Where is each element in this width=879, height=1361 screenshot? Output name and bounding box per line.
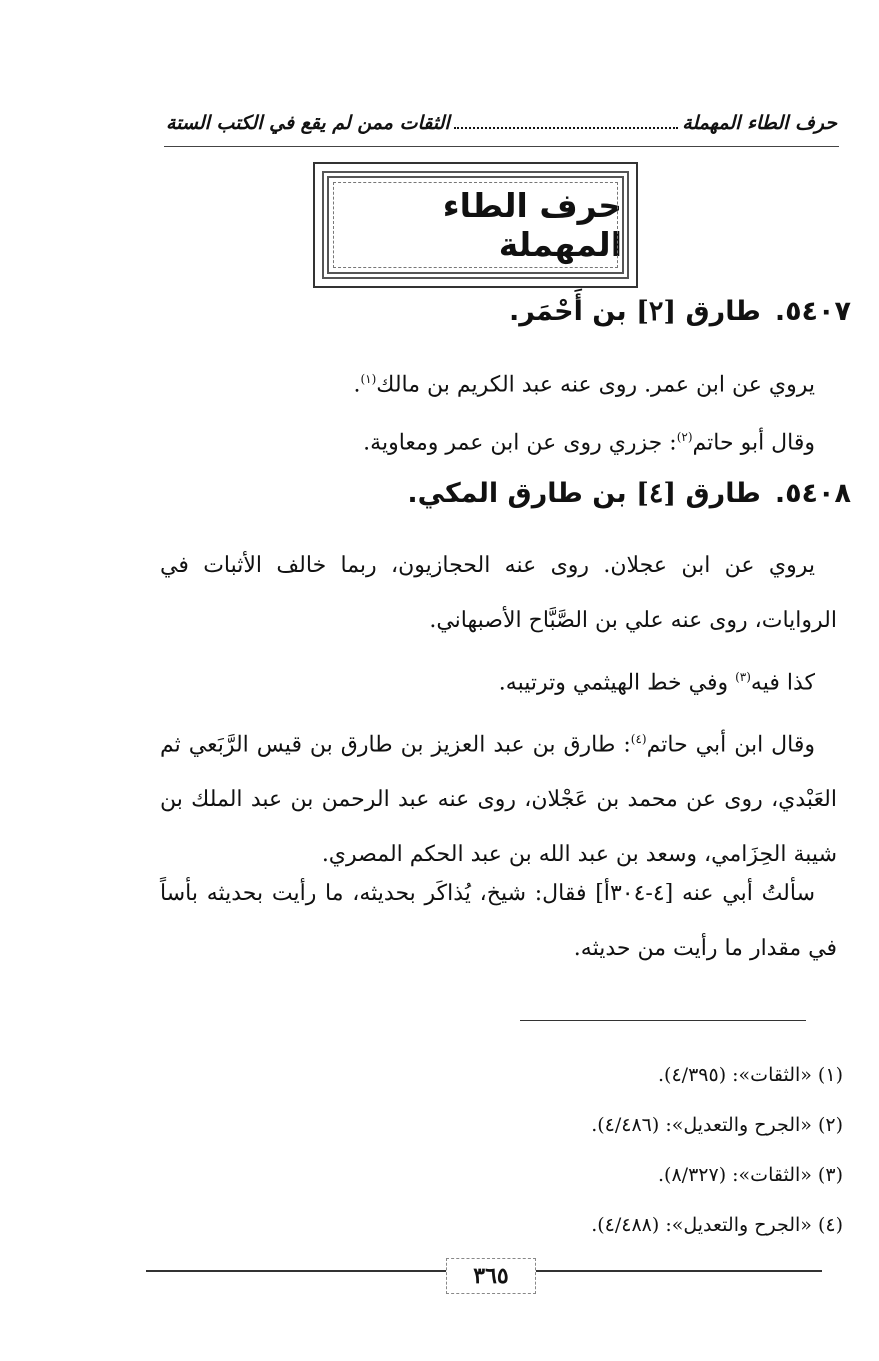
entry-number: ٥٤٠٧.	[774, 296, 851, 327]
chapter-ornamental-frame	[313, 162, 638, 288]
paragraph-text: يروي عن ابن عجلان. روى عنه الحجازيون، ربما خالف الأثبات في الروايات، روى عنه علي بن الصَّبَّاح الأصبهاني.	[160, 553, 837, 633]
entry-name-pre: طارق	[685, 296, 761, 327]
entry-bracket: [٢]	[636, 296, 677, 327]
paragraph	[160, 410, 837, 470]
paragraph-text: سألتُ أبي عنه [٤-٣٠٤أ] فقال: شيخ، يُذاكَر بحديثه، ما رأيت بحديثه بأساً في مقدار ما رأيت من حديثه.	[160, 881, 837, 961]
header-book-title: الثقات ممن لم يقع في الكتب الستة	[166, 112, 450, 134]
entry-heading	[509, 296, 851, 327]
footnote-ref: (١)	[360, 372, 377, 386]
footnote: (١) «الثقات»: (٤/٣٩٥).	[658, 1064, 843, 1086]
header-rule	[164, 146, 839, 147]
paragraph-text: وقال ابن أبي حاتم	[646, 732, 815, 758]
footnote: (٢) «الجرح والتعديل»: (٤/٤٨٦).	[591, 1114, 843, 1136]
paragraph-text: يروي عن ابن عمر. روى عنه عبد الكريم بن مالك	[376, 372, 815, 398]
entry-heading	[407, 478, 851, 509]
paragraph-text: كذا فيه	[750, 670, 815, 696]
header-leader-dots	[454, 127, 679, 129]
paragraph-tail: : جزري روى عن ابن عمر ومعاوية.	[363, 430, 677, 456]
entry-number: ٥٤٠٨.	[774, 478, 851, 509]
footnotes	[160, 1050, 843, 1250]
paragraph-tail: وفي خط الهيثمي وترتيبه.	[498, 670, 736, 696]
paragraph	[160, 352, 837, 412]
entry-bracket: [٤]	[636, 478, 677, 509]
footer-rule-left	[146, 1270, 446, 1272]
paragraph	[160, 650, 837, 710]
footer-rule-right	[532, 1270, 822, 1272]
entry-name-pre: طارق	[685, 478, 761, 509]
paragraph	[160, 538, 837, 648]
footnote-ref: (٤)	[630, 732, 647, 746]
footnote-ref: (٣)	[735, 670, 751, 684]
running-header	[166, 112, 837, 134]
page-number: ٣٦٥	[446, 1258, 536, 1294]
paragraph	[160, 712, 837, 882]
header-chapter: حرف الطاء المهملة	[682, 112, 837, 134]
footnote-ref: (٢)	[676, 430, 693, 444]
ornament-border	[322, 171, 629, 279]
entry-name-post: بن طارق المكي.	[407, 478, 627, 509]
entry-name-post: بن أَحْمَر.	[508, 296, 627, 327]
paragraph-tail: .	[353, 372, 361, 398]
paragraph-tail: : طارق بن عبد العزيز بن طارق بن قيس الرَّبَعي ثم العَبْدي، روى عن محمد بن عَجْلان، روى عنه عبد الرحمن بن عبد الملك بن شيبة الحِزَامي، وسعد بن عبد الله بن عبد الحكم المصري.	[160, 732, 837, 868]
chapter-title: حرف الطاء المهملة	[442, 186, 622, 264]
footnote: (٣) «الثقات»: (٨/٣٢٧).	[658, 1164, 843, 1186]
paragraph-text: وقال أبو حاتم	[692, 430, 815, 456]
footnote: (٤) «الجرح والتعديل»: (٤/٤٨٨).	[591, 1214, 843, 1236]
paragraph	[160, 866, 837, 976]
footnote-separator	[520, 1020, 806, 1021]
